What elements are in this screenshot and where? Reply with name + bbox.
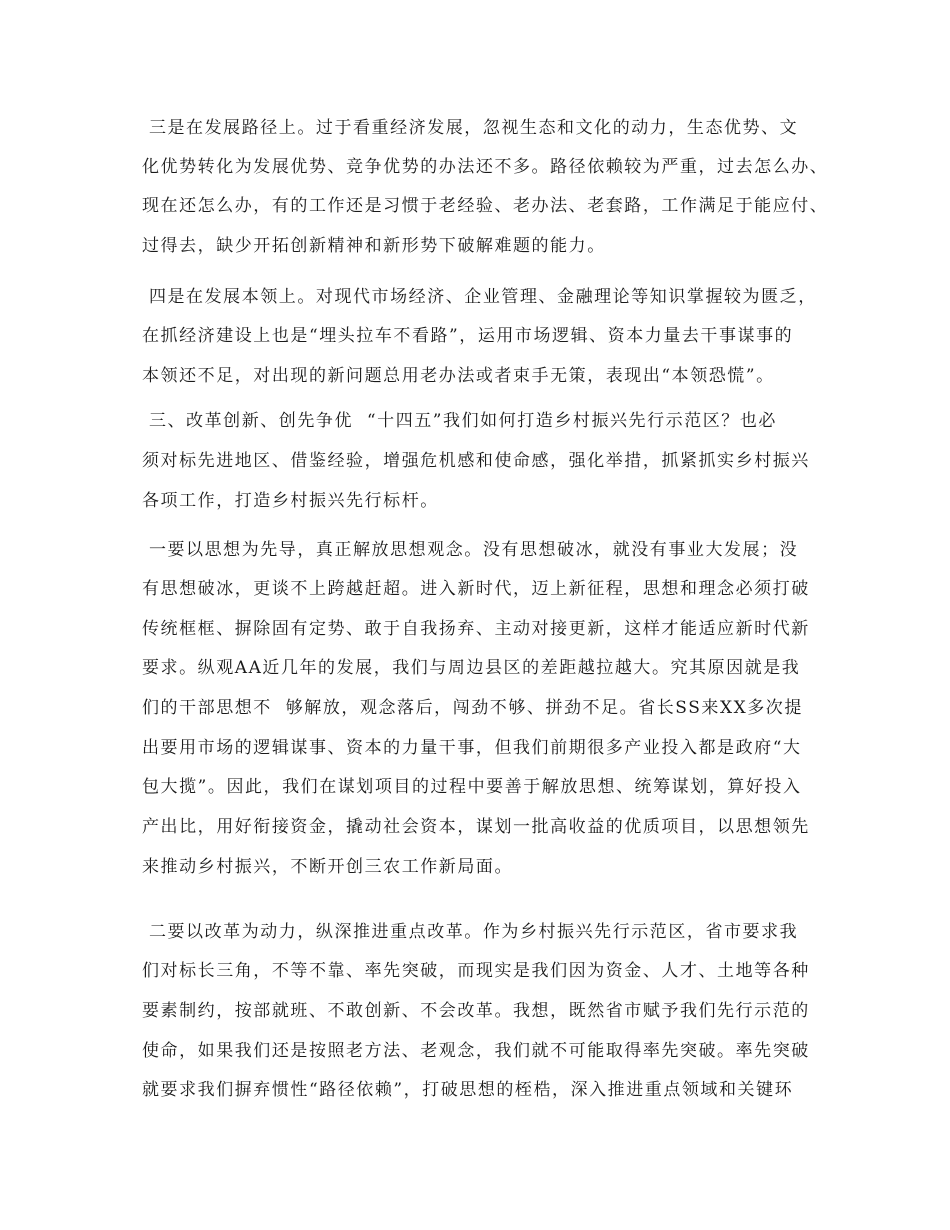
text-line: 本领还不足，对出现的新问题总用老办法或者束手无策，表现出“本领恐慌”。 (142, 366, 775, 386)
text-line: 产出比，用好衔接资金，撬动社会资本，谋划一批高收益的优质项目，以思想领先 (142, 817, 810, 837)
text-line: 须对标先进地区、借鉴经验，增强危机感和使命感，强化举措，抓紧抓实乡村振兴 (142, 451, 810, 471)
text-line: 们对标长三角，不等不靠、率先突破，而现实是我们因为资金、人才、土地等各种 (142, 961, 810, 981)
text-line: 就要求我们摒弃惯性“路径依赖”，打破思想的桎梏，深入推进重点领域和关键环 (142, 1080, 794, 1100)
text-line: 三是在发展路径上。过于看重经济发展，忽视生态和文化的动力，生态优势、文 (142, 118, 799, 138)
text-line: 来推动乡村振兴，不断开创三农工作新局面。 (142, 857, 513, 877)
text-line: 在抓经济建设上也是“埋头拉车不看路”，运用市场逻辑、资本力量去干事谋事的 (142, 326, 794, 346)
text-line: 各项工作，打造乡村振兴先行标杆。 (142, 491, 439, 511)
text-line: 们的干部思想不 够解放，观念落后，闯劲不够、拼劲不足。省长SS来XX多次提 (142, 698, 803, 718)
text-line: 二要以改革为动力，纵深推进重点改革。作为乡村振兴先行示范区，省市要求我 (142, 922, 799, 942)
text-line: 过得去，缺少开拓创新精神和新形势下破解难题的能力。 (142, 236, 606, 256)
text-line: 出要用市场的逻辑谋事、资本的力量干事，但我们前期很多产业投入都是政府“大 (142, 738, 802, 758)
text-line: 四是在发展本领上。对现代市场经济、企业管理、金融理论等知识掌握较为匮乏， (142, 287, 817, 307)
text-line: 传统框框、摒除固有定势、敢于自我扬弃、主动对接更新，这样才能适应新时代新 (142, 619, 810, 639)
text-line: 使命，如果我们还是按照老方法、老观念，我们就不可能取得率先突破。率先突破 (142, 1041, 810, 1061)
text-line: 化优势转化为发展优势、竞争优势的办法还不多。路径依赖较为严重，过去怎么办、 (142, 157, 829, 177)
text-line: 包大揽”。因此，我们在谋划项目的过程中要善于解放思想、统筹谋划，算好投入 (142, 777, 802, 797)
text-line: 一要以思想为先导，真正解放思想观念。没有思想破冰，就没有事业大发展；没 (142, 540, 799, 560)
text-line: 现在还怎么办，有的工作还是习惯于老经验、老办法、老套路，工作满足于能应付、 (142, 196, 829, 216)
text-line: 要素制约，按部就班、不敢创新、不会改革。我想，既然省市赋予我们先行示范的 (142, 1001, 810, 1021)
text-line: 要求。纵观AA近几年的发展，我们与周边县区的差距越拉越大。究其原因就是我 (142, 658, 801, 678)
text-line: 三、改革创新、创先争优 “十四五”我们如何打造乡村振兴先行示范区？也必 (142, 411, 777, 431)
text-line: 有思想破冰，更谈不上跨越赶超。进入新时代，迈上新征程，思想和理念必须打破 (142, 579, 810, 599)
